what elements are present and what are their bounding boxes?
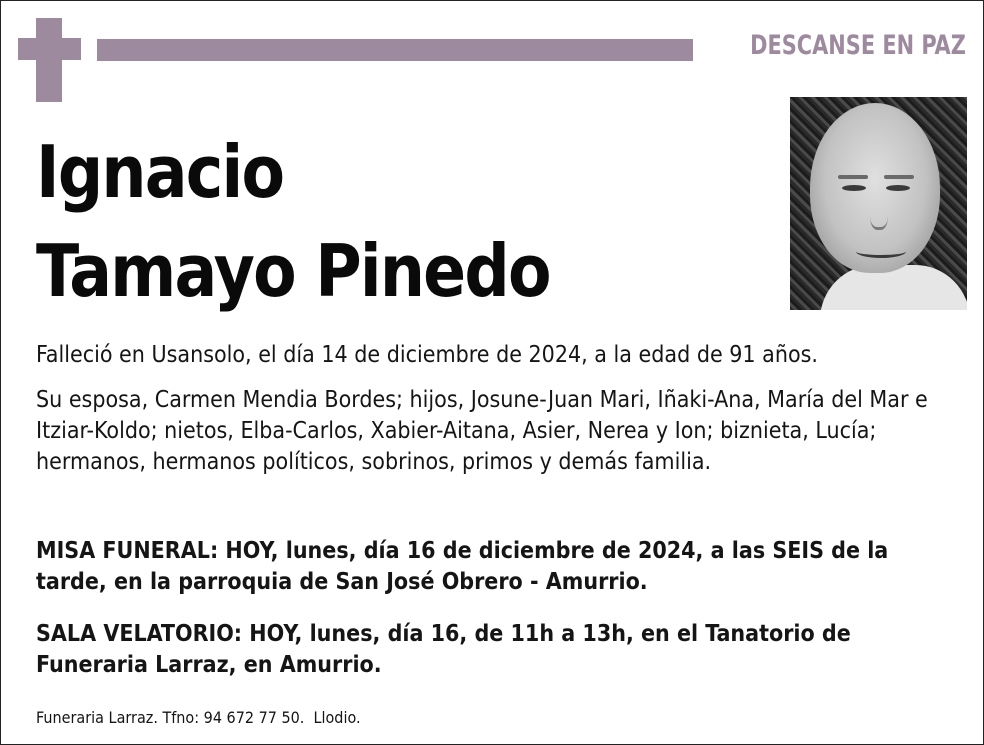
portrait-brow: [838, 175, 868, 179]
deceased-surname: Tamayo Pinedo: [36, 229, 550, 313]
portrait-mouth: [856, 245, 906, 258]
header-bar: [97, 39, 693, 61]
cross-icon: [36, 18, 62, 102]
portrait-shoulders: [820, 265, 967, 310]
header-title: DESCANSE EN PAZ: [750, 30, 966, 61]
funeral-home-contact: Funeraria Larraz. Tfno: 94 672 77 50. Llodio.: [36, 708, 361, 727]
family-list: Su esposa, Carmen Mendia Bordes; hijos, Josune-Juan Mari, Iñaki-Ana, María del Mar e Itziar-Koldo; nietos, Elba-Carlos, Xabier-Aitana, Asier, Nerea y Ion; biznieta, Lucía; hermanos, hermanos políticos, sobrinos, primos y demás familia.: [36, 387, 928, 475]
portrait-photo: [790, 97, 967, 310]
portrait-nose: [870, 197, 888, 230]
wake-room-info: SALA VELATORIO: HOY, lunes, día 16, de 11h a 13h, en el Tanatorio de Funeraria Larraz, en Amurrio.: [36, 621, 851, 678]
death-notice: Falleció en Usansolo, el día 14 de diciembre de 2024, a la edad de 91 años.: [36, 342, 818, 368]
deceased-first-name: Ignacio: [36, 130, 284, 214]
cross-icon-arm: [18, 38, 81, 60]
funeral-mass-info: MISA FUNERAL: HOY, lunes, día 16 de diciembre de 2024, a las SEIS de la tarde, en la parroquia de San José Obrero - Amurrio.: [36, 538, 889, 595]
portrait-eye: [886, 185, 910, 191]
portrait-eye: [842, 185, 866, 191]
portrait-brow: [884, 175, 914, 179]
